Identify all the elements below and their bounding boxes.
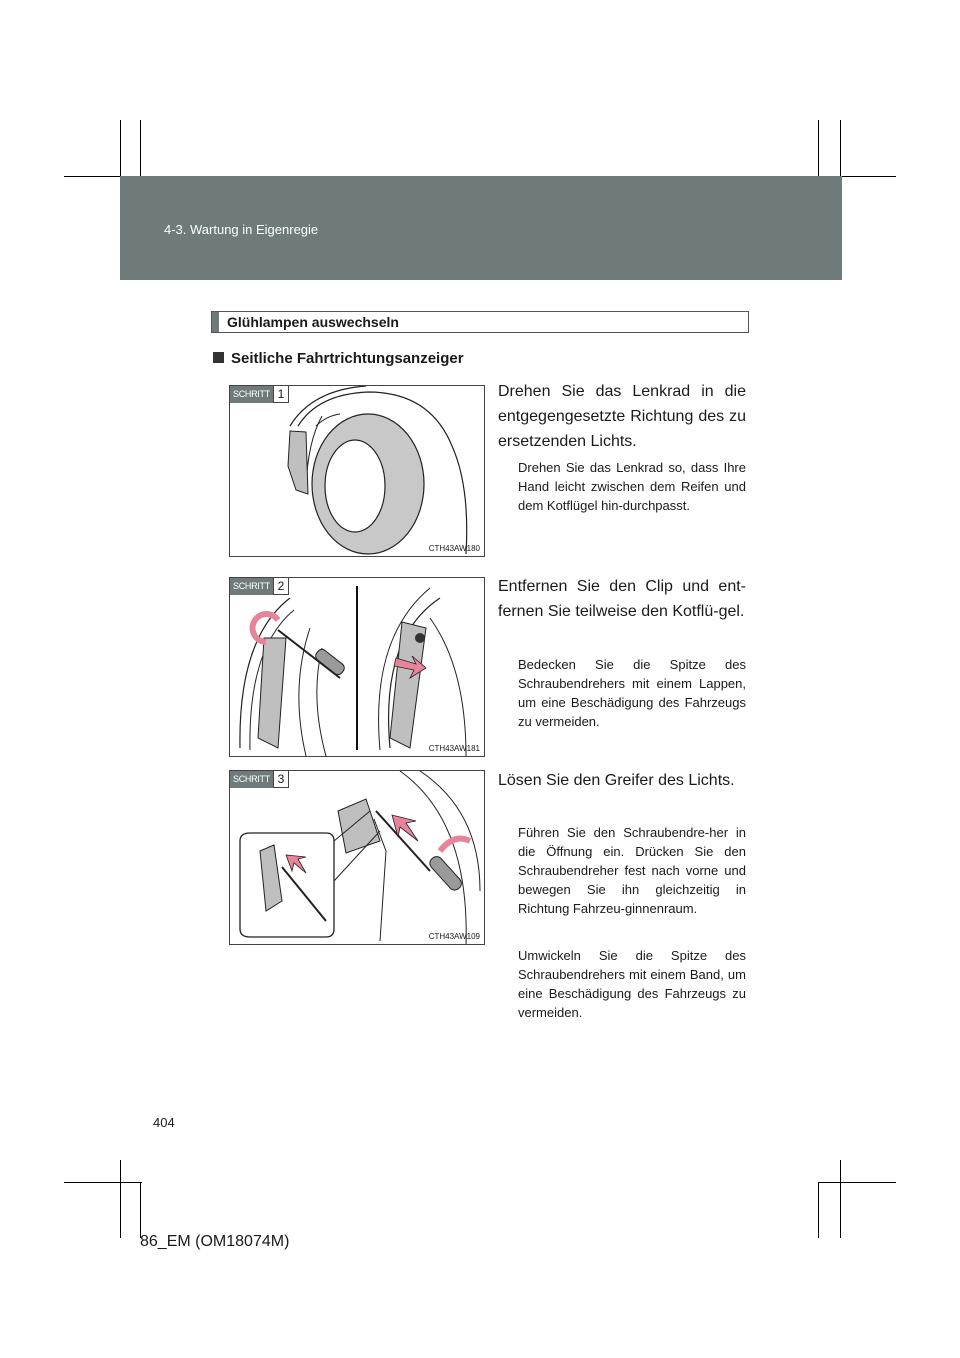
step-3-instruction: Lösen Sie den Greifer des Lichts. xyxy=(498,772,735,789)
figure-code: CTH43AW109 xyxy=(428,932,480,941)
step-2-instruction: Entfernen Sie den Clip und ent-fernen Sie teilweise den Kotflü-gel. xyxy=(498,578,746,620)
figure-step-3 xyxy=(229,770,485,945)
crop-mark xyxy=(840,1160,841,1238)
crop-mark xyxy=(140,1182,141,1238)
step-1-note: Drehen Sie das Lenkrad so, dass Ihre Hand leicht zwischen dem Reifen und dem Kotflügel hin-durchpasst. xyxy=(518,460,746,513)
fender-clip-illustration xyxy=(230,578,485,757)
crop-mark xyxy=(818,1182,896,1183)
figure-step-2 xyxy=(229,577,485,757)
subsection-heading xyxy=(213,350,464,367)
chapter-title: 4-3. Wartung in Eigenregie xyxy=(164,222,319,237)
chapter-header xyxy=(120,176,842,280)
page-number: 404 xyxy=(153,1115,175,1130)
crop-mark xyxy=(818,1182,819,1238)
step-3-note: Führen Sie den Schraubendre-her in die Öffnung ein. Drücken Sie den Schraubendreher fest nach vorne und bewegen Sie ihn gleichzeitig in Richtung Fahrzeu-ginnenraum. xyxy=(518,825,746,916)
section-title: Glühlampen auswechseln xyxy=(227,314,399,330)
figure-step-1 xyxy=(229,385,485,557)
crop-mark xyxy=(64,1182,142,1183)
section-tab xyxy=(212,312,219,332)
step-badge: SCHRITT 2 xyxy=(230,578,289,595)
figure-code: CTH43AW180 xyxy=(428,544,480,553)
step-3-note: Umwickeln Sie die Spitze des Schraubendrehers mit einem Band, um eine Beschädigung des Fahrzeugs zu vermeiden. xyxy=(518,948,746,1020)
tire-illustration xyxy=(230,386,485,557)
subsection-title: Seitliche Fahrtrichtungsanzeiger xyxy=(231,350,464,367)
square-bullet-icon xyxy=(213,352,224,363)
step-badge: SCHRITT 3 xyxy=(230,771,289,788)
figure-code: CTH43AW181 xyxy=(428,744,480,753)
light-clip-illustration xyxy=(230,771,485,945)
document-id: 86_EM (OM18074M) xyxy=(140,1233,290,1250)
crop-mark xyxy=(120,1160,121,1238)
step-1-instruction: Drehen Sie das Lenkrad in die entgegengesetzte Richtung des zu ersetzenden Lichts. xyxy=(498,383,746,450)
step-2-note: Bedecken Sie die Spitze des Schraubendrehers mit einem Lappen, um eine Beschädigung des Fahrzeugs zu vermeiden. xyxy=(518,657,746,729)
section-heading xyxy=(211,311,749,333)
step-badge: SCHRITT 1 xyxy=(230,386,289,403)
